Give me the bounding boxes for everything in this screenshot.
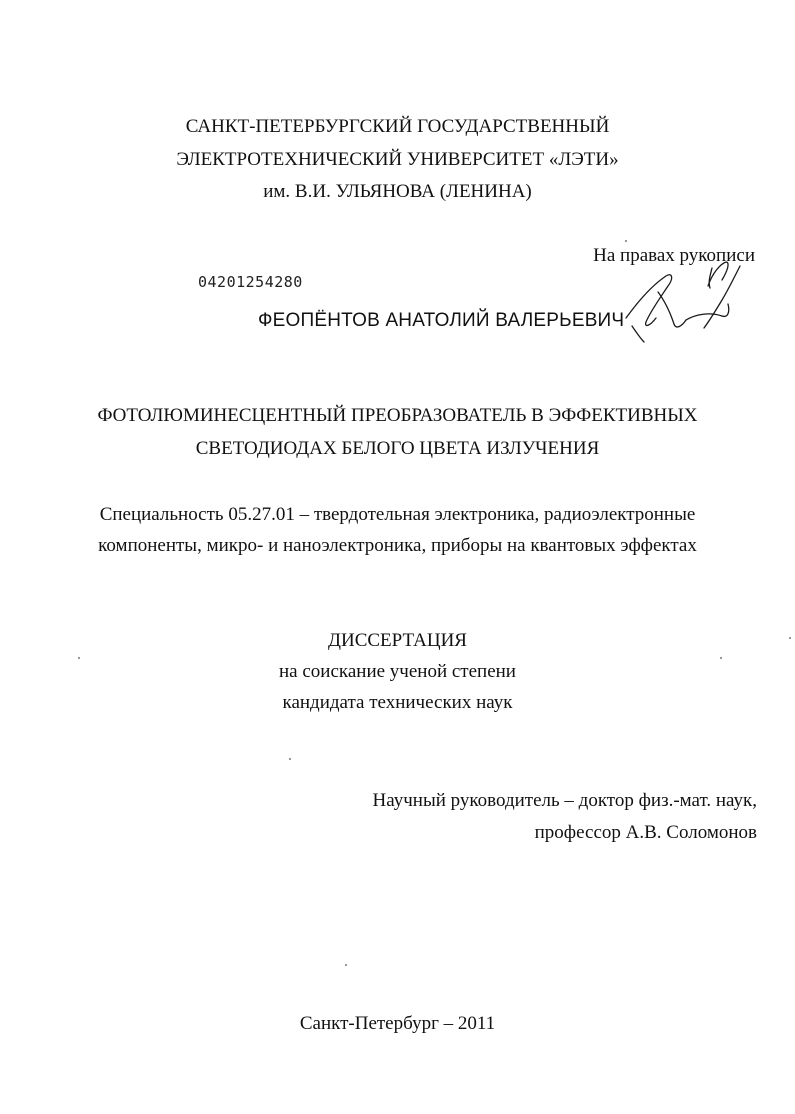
author-name: ФЕОПЁНТОВ АНАТОЛИЙ ВАЛЕРЬЕВИЧ bbox=[258, 310, 625, 331]
scan-speck bbox=[345, 964, 347, 966]
catalog-number: 04201254280 bbox=[198, 273, 303, 291]
specialty-line-2: компоненты, микро- и наноэлектроника, приборы на квантовых эффектах bbox=[98, 535, 697, 556]
scan-speck bbox=[789, 637, 791, 639]
university-name-line-3: им. В.И. УЛЬЯНОВА (ЛЕНИНА) bbox=[263, 181, 532, 202]
dissertation-heading: ДИССЕРТАЦИЯ bbox=[328, 630, 467, 651]
specialty-line-1: Специальность 05.27.01 – твердотельная электроника, радиоэлектронные bbox=[99, 504, 696, 525]
degree-line-2: кандидата технических наук bbox=[282, 692, 513, 713]
dissertation-title-line-2: СВЕТОДИОДАХ БЕЛОГО ЦВЕТА ИЗЛУЧЕНИЯ bbox=[195, 438, 600, 459]
scan-speck bbox=[625, 240, 627, 242]
dissertation-title-line-1: ФОТОЛЮМИНЕСЦЕНТНЫЙ ПРЕОБРАЗОВАТЕЛЬ В ЭФФЕКТИВНЫХ bbox=[97, 405, 698, 426]
university-name-line-2: ЭЛЕКТРОТЕХНИЧЕСКИЙ УНИВЕРСИТЕТ «ЛЭТИ» bbox=[176, 149, 619, 170]
advisor-line-2: профессор А.В. Соломонов bbox=[534, 822, 757, 843]
scan-speck bbox=[289, 758, 291, 760]
degree-line-1: на соискание ученой степени bbox=[279, 661, 516, 682]
handwritten-signature bbox=[612, 256, 762, 346]
manuscript-note: На правах рукописи bbox=[593, 245, 755, 266]
university-name-line-1: САНКТ-ПЕТЕРБУРГСКИЙ ГОСУДАРСТВЕННЫЙ bbox=[185, 116, 610, 137]
scan-speck bbox=[78, 657, 80, 659]
advisor-line-1: Научный руководитель – доктор физ.-мат. наук, bbox=[372, 790, 757, 811]
scan-speck bbox=[720, 657, 722, 659]
city-year: Санкт-Петербург – 2011 bbox=[299, 1013, 496, 1034]
